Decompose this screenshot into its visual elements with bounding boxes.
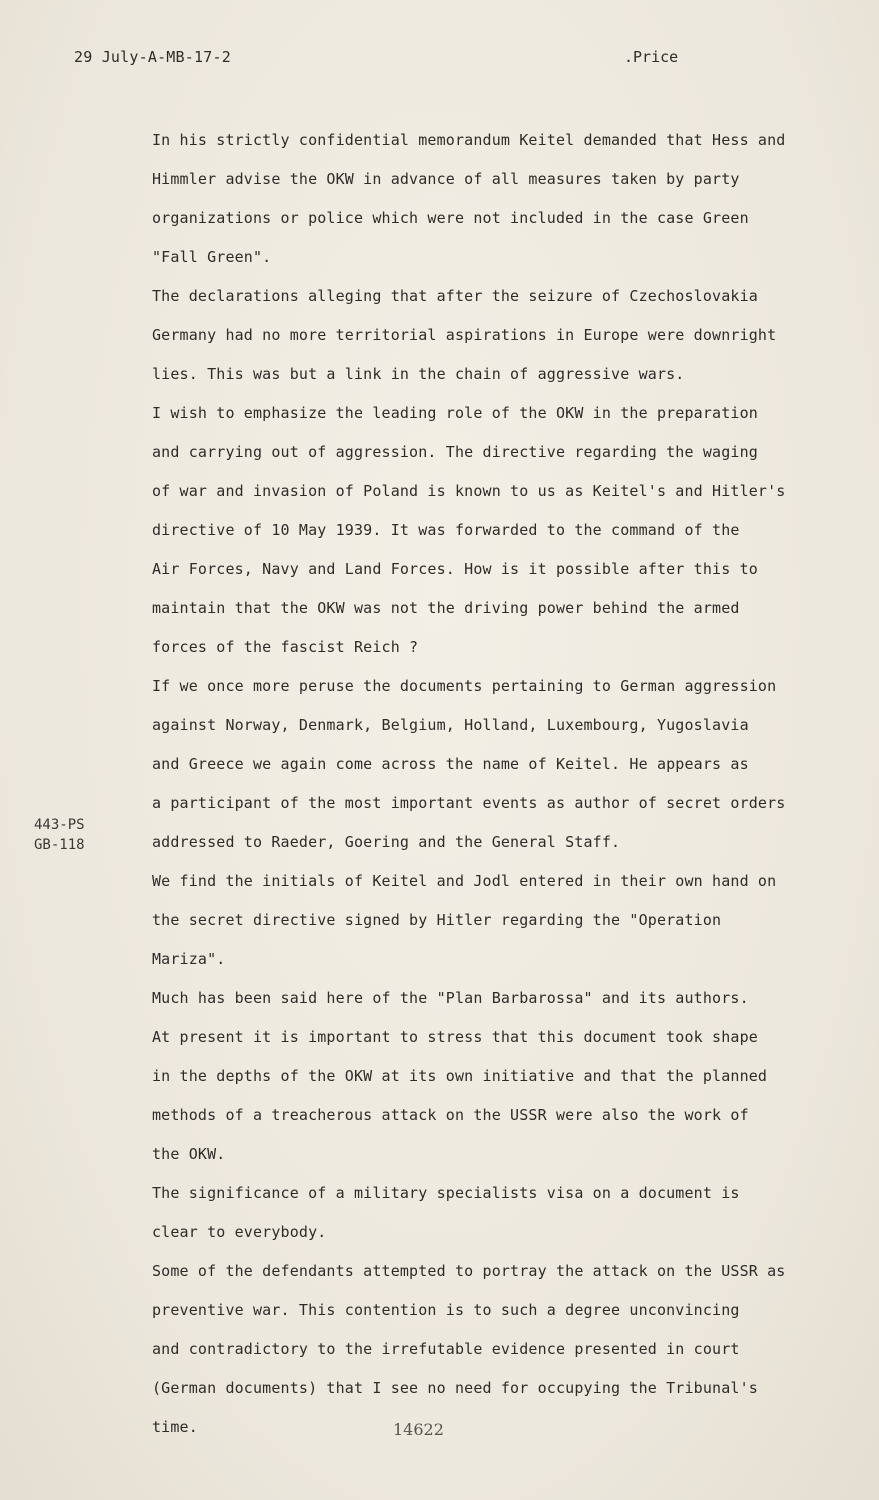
text-line: Germany had no more territorial aspirations in Europe were downright bbox=[152, 326, 777, 344]
text-line: Mariza". bbox=[152, 950, 226, 968]
text-line: a participant of the most important events as author of secret orders bbox=[152, 794, 786, 812]
text-line: (German documents) that I see no need for occupying the Tribunal's bbox=[152, 1379, 758, 1397]
text-line: and Greece we again come across the name of Keitel. He appears as bbox=[152, 755, 749, 773]
transcript-body bbox=[152, 121, 842, 1447]
text-line: in the depths of the OKW at its own initiative and that the planned bbox=[152, 1067, 768, 1085]
text-line: preventive war. This contention is to such a degree unconvincing bbox=[152, 1301, 740, 1319]
text-line: In his strictly confidential memorandum Keitel demanded that Hess and bbox=[152, 131, 786, 149]
text-line: Himmler advise the OKW in advance of all measures taken by party bbox=[152, 170, 740, 188]
text-line: time. bbox=[152, 1418, 198, 1436]
text-line: the OKW. bbox=[152, 1145, 226, 1163]
text-line: organizations or police which were not included in the case Green bbox=[152, 209, 749, 227]
text-line: If we once more peruse the documents pertaining to German aggression bbox=[152, 677, 777, 695]
exhibit-code-gb: GB-118 bbox=[34, 837, 85, 853]
text-line: The declarations alleging that after the seizure of Czechoslovakia bbox=[152, 287, 758, 305]
text-line: of war and invasion of Poland is known to us as Keitel's and Hitler's bbox=[152, 482, 786, 500]
text-line: against Norway, Denmark, Belgium, Holland, Luxembourg, Yugoslavia bbox=[152, 716, 749, 734]
speaker-name: .Price bbox=[624, 48, 679, 66]
text-line: I wish to emphasize the leading role of the OKW in the preparation bbox=[152, 404, 758, 422]
exhibit-code-ps: 443-PS bbox=[34, 817, 85, 833]
text-line: the secret directive signed by Hitler regarding the "Operation bbox=[152, 911, 722, 929]
text-line: directive of 10 May 1939. It was forwarded to the command of the bbox=[152, 521, 740, 539]
text-line: and carrying out of aggression. The directive regarding the waging bbox=[152, 443, 758, 461]
text-line: methods of a treacherous attack on the USSR were also the work of bbox=[152, 1106, 749, 1124]
text-line: We find the initials of Keitel and Jodl entered in their own hand on bbox=[152, 872, 777, 890]
margin-exhibit-note bbox=[34, 815, 85, 855]
text-line: and contradictory to the irrefutable evidence presented in court bbox=[152, 1340, 740, 1358]
text-line: Some of the defendants attempted to portray the attack on the USSR as bbox=[152, 1262, 786, 1280]
text-line: The significance of a military specialists visa on a document is bbox=[152, 1184, 740, 1202]
text-line: lies. This was but a link in the chain of aggressive wars. bbox=[152, 365, 685, 383]
text-line: At present it is important to stress that this document took shape bbox=[152, 1028, 758, 1046]
text-line: maintain that the OKW was not the driving power behind the armed bbox=[152, 599, 740, 617]
text-line: Air Forces, Navy and Land Forces. How is it possible after this to bbox=[152, 560, 758, 578]
text-line: "Fall Green". bbox=[152, 248, 272, 266]
text-line: addressed to Raeder, Goering and the General Staff. bbox=[152, 833, 621, 851]
page-reference: 29 July-A-MB-17-2 bbox=[74, 48, 231, 66]
page-number: 14622 bbox=[393, 1420, 444, 1439]
text-line: clear to everybody. bbox=[152, 1223, 327, 1241]
text-line: Much has been said here of the "Plan Barbarossa" and its authors. bbox=[152, 989, 749, 1007]
text-line: forces of the fascist Reich ? bbox=[152, 638, 419, 656]
